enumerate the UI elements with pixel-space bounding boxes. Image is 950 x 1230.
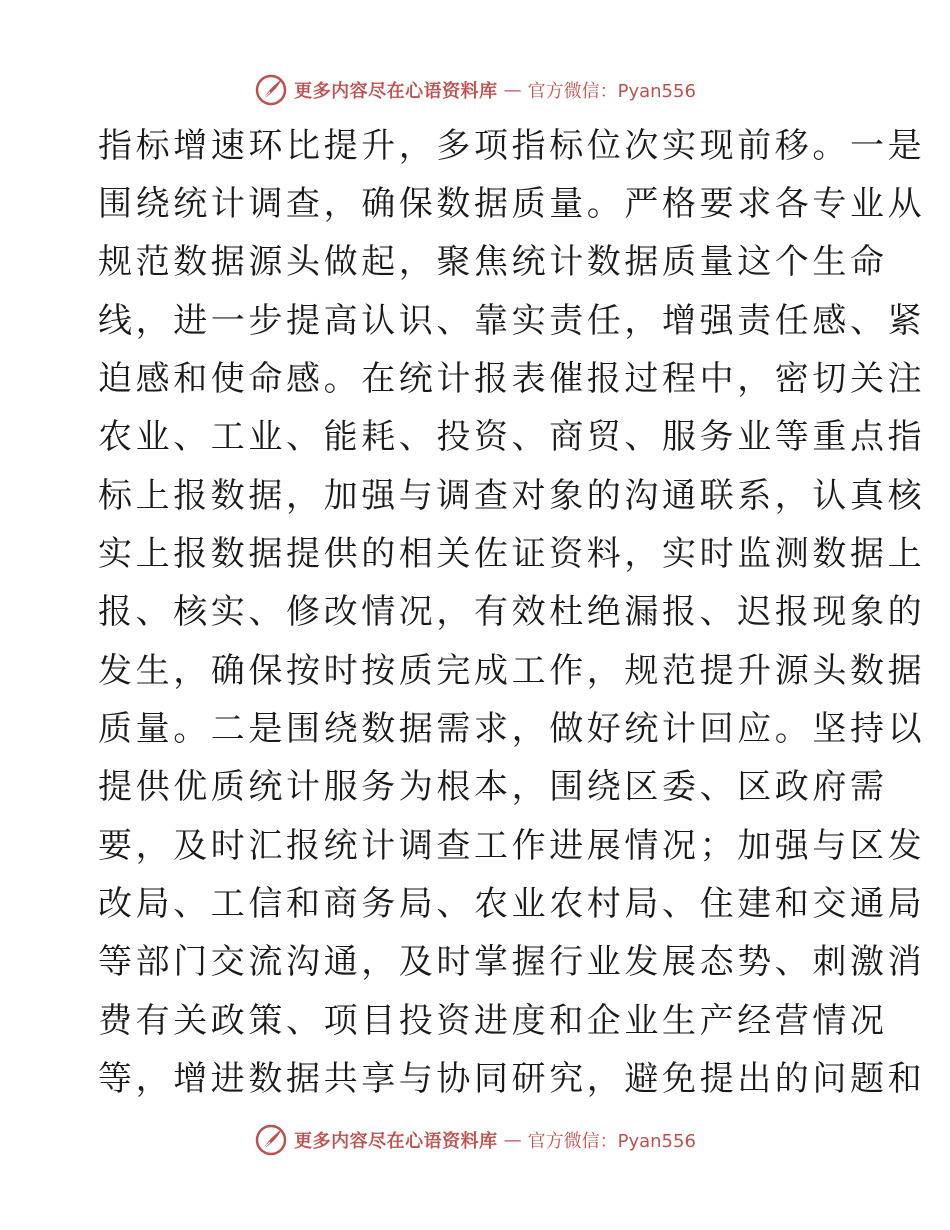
paragraph-line: 改局、工信和商务局、农业农村局、住建和交通局 — [98, 884, 926, 924]
watermark-text: 更多内容尽在心语资料库 — [294, 1131, 498, 1152]
paragraph-line: 提供优质统计服务为根本，围绕区委、区政府需 — [98, 767, 888, 807]
paragraph-line: 要，及时汇报统计调查工作进展情况；加强与区发 — [98, 826, 926, 866]
paragraph-line: 等，增进数据共享与协同研究，避免提出的问题和 — [98, 1059, 926, 1099]
watermark-text: 更多内容尽在心语资料库 — [294, 81, 498, 102]
paragraph-line: 围绕统计调查，确保数据质量。严格要求各专业从 — [98, 184, 926, 224]
paragraph-line: 线，进一步提高认识、靠实责任，增强责任感、紧 — [98, 301, 926, 341]
header-watermark — [0, 70, 950, 110]
feather-pen-logo-icon — [254, 73, 288, 107]
paragraph-line: 指标增速环比提升，多项指标位次实现前移。一是 — [98, 126, 926, 166]
paragraph-line: 费有关政策、项目投资进度和企业生产经营情况 — [98, 1001, 888, 1041]
watermark-contact: 官方微信：Pyan556 — [527, 81, 696, 102]
paragraph-line: 等部门交流沟通，及时掌握行业发展态势、刺激消 — [98, 942, 926, 982]
paragraph-line: 规范数据源头做起，聚焦统计数据质量这个生命 — [98, 242, 888, 282]
paragraph-line: 发生，确保按时按质完成工作，规范提升源头数据 — [98, 651, 926, 691]
paragraph-line: 标上报数据，加强与调查对象的沟通联系，认真核 — [98, 476, 926, 516]
watermark-separator: — — [503, 1129, 522, 1151]
watermark-separator: — — [503, 79, 522, 101]
feather-pen-logo-icon — [254, 1123, 288, 1157]
paragraph-line: 报、核实、修改情况，有效杜绝漏报、迟报现象的 — [98, 592, 926, 632]
paragraph-line: 质量。二是围绕数据需求，做好统计回应。坚持以 — [98, 709, 926, 749]
paragraph-line: 实上报数据提供的相关佐证资料，实时监测数据上 — [98, 534, 926, 574]
paragraph-line: 迫感和使命感。在统计报表催报过程中，密切关注 — [98, 359, 926, 399]
footer-watermark — [0, 1120, 950, 1160]
paragraph-line: 农业、工业、能耗、投资、商贸、服务业等重点指 — [98, 417, 926, 457]
watermark-contact: 官方微信：Pyan556 — [527, 1131, 696, 1152]
